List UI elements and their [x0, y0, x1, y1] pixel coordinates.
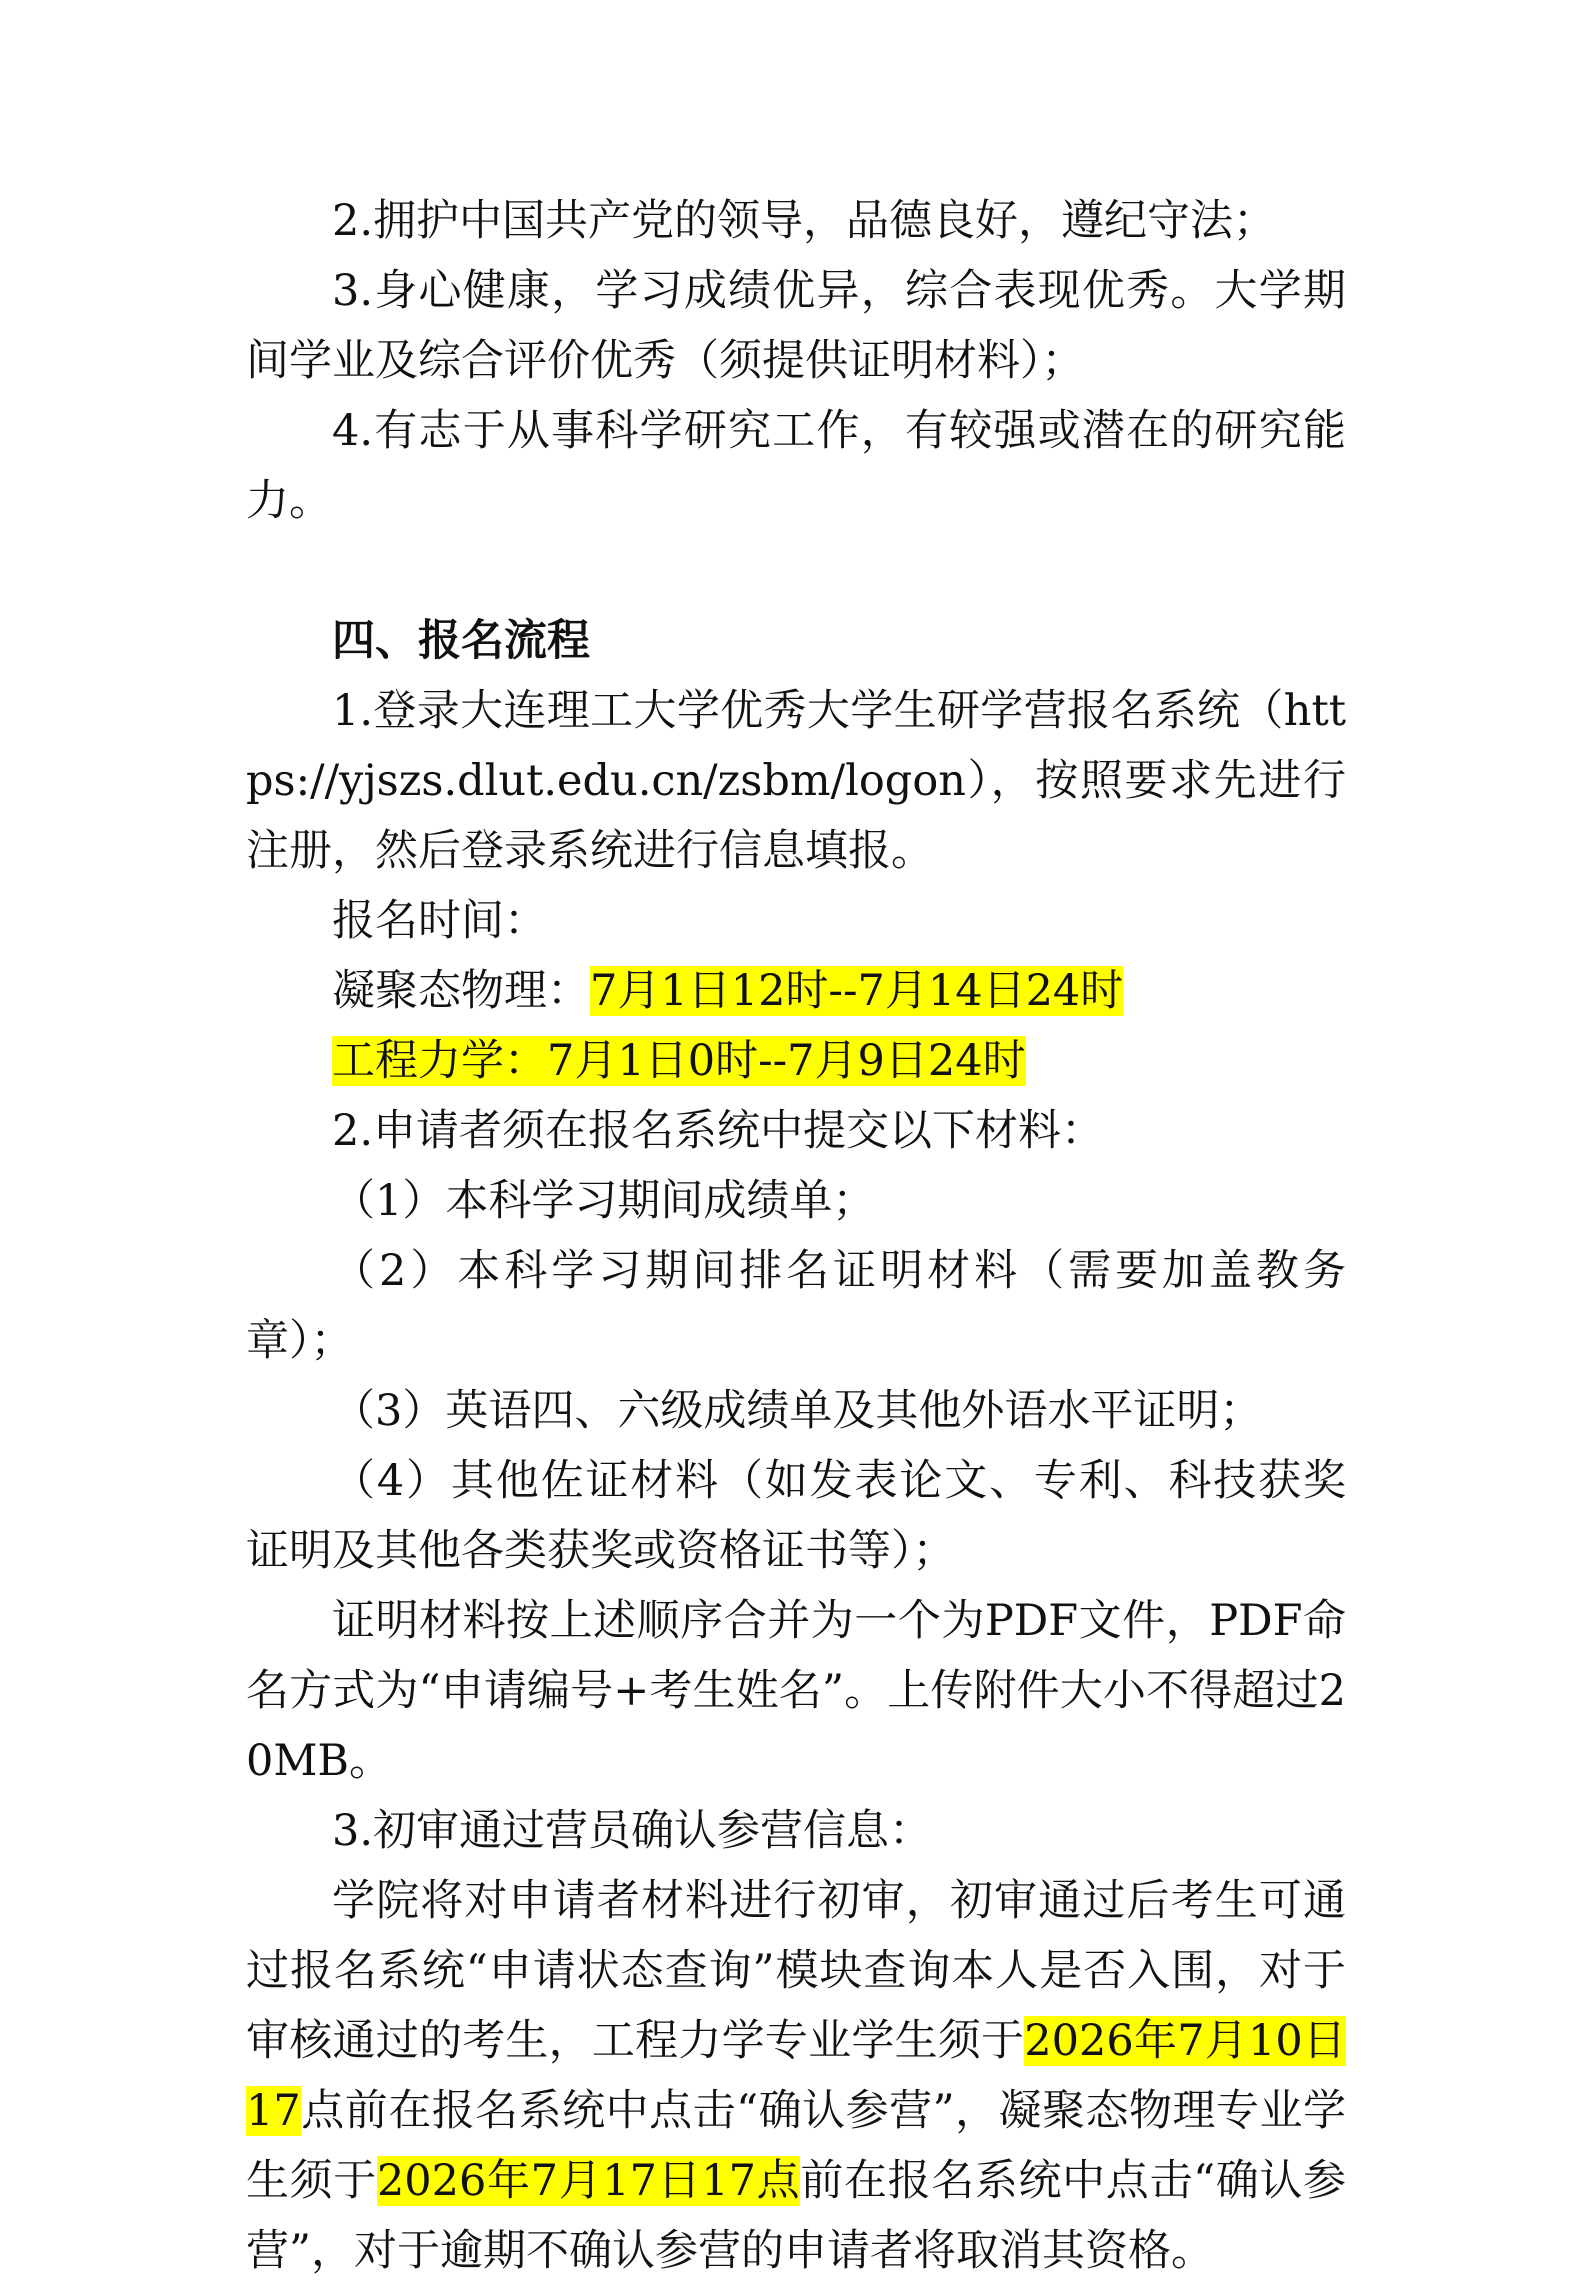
merge-note-paragraph: 证明材料按上述顺序合并为一个为PDF文件，PDF命名方式为“申请编号+考生姓名”。上传附件大小不得超过20MB。 — [246, 1596, 1346, 1786]
section-spacer — [246, 536, 1346, 606]
condensed-matter-label: 凝聚态物理： — [332, 966, 590, 1016]
engineering-mechanics-time-highlight: 工程力学：7月1日0时--7月9日24时 — [332, 1036, 1026, 1086]
condensed-matter-time-line — [246, 956, 1346, 1026]
material-item-2: （2）本科学习期间排名证明材料（需要加盖教务章）； — [246, 1246, 1346, 1366]
review-text-part-1: 学院将对申请者材料进行初审，初审通过后考生可通过报名系统“申请状态查询”模块查询本人是否入围，对于审核通过的考生，工程力学专业学生须于 — [246, 1876, 1346, 2066]
condensed-matter-time-highlight: 7月1日12时--7月14日24时 — [590, 966, 1124, 1016]
review-paragraph — [246, 1866, 1346, 2286]
document-body — [246, 186, 1346, 2286]
mechanics-confirm-deadline-highlight: 2026年7月10日17 — [246, 2016, 1346, 2136]
step-1-paragraph: 1.登录大连理工大学优秀大学生研学营报名系统（https://yjszs.dlut.edu.cn/zsbm/logon），按照要求先进行注册，然后登录系统进行信息填报。 — [246, 686, 1346, 876]
condensed-matter-confirm-deadline-highlight: 2026年7月17日17点 — [376, 2156, 801, 2206]
requirement-item-4: 4.有志于从事科学研究工作，有较强或潜在的研究能力。 — [246, 406, 1346, 526]
section-4-heading: 四、报名流程 — [332, 616, 590, 666]
requirement-item-3: 3.身心健康，学习成绩优异，综合表现优秀。大学期间学业及综合评价优秀（须提供证明材料）； — [246, 266, 1346, 386]
material-item-1: （1）本科学习期间成绩单； — [332, 1176, 876, 1226]
material-item-3: （3）英语四、六级成绩单及其他外语水平证明； — [332, 1386, 1263, 1436]
material-item-4: （4）其他佐证材料（如发表论文、专利、科技获奖证明及其他各类获奖或资格证书等）； — [246, 1456, 1346, 1576]
step-2-paragraph: 2.申请者须在报名系统中提交以下材料： — [332, 1106, 1105, 1156]
requirement-item-2: 2.拥护中国共产党的领导，品德良好，遵纪守法； — [332, 196, 1277, 246]
review-text-part-3: 前在报名系统中点击“确认参营”，对于逾期不确认参营的申请者将取消其资格。 — [246, 2156, 1347, 2276]
review-text-part-2: 点前在报名系统中点击“确认参营”，凝聚态物理专业学生须于 — [246, 2086, 1346, 2206]
signup-time-label: 报名时间： — [332, 896, 547, 946]
step-3-paragraph: 3.初审通过营员确认参营信息： — [332, 1806, 933, 1856]
engineering-mechanics-time-line — [246, 1026, 1346, 1096]
